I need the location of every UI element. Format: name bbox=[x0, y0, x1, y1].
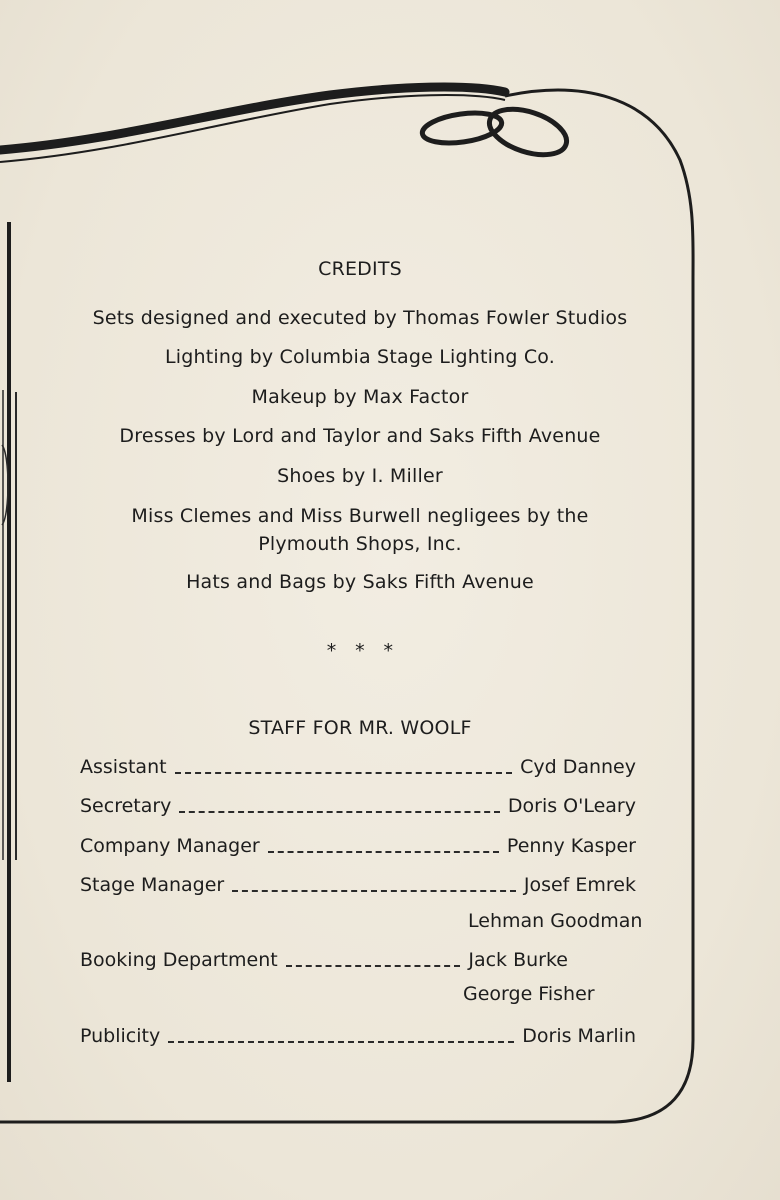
staff-role: Booking Department bbox=[80, 949, 278, 971]
credit-line: Sets designed and executed by Thomas Fowler Studios bbox=[92, 307, 628, 329]
credit-line: Shoes by I. Miller bbox=[277, 465, 443, 487]
staff-role: Stage Manager bbox=[80, 874, 225, 896]
credit-line: Lighting by Columbia Stage Lighting Co. bbox=[164, 346, 556, 368]
staff-name-extra: George Fisher bbox=[463, 983, 595, 1005]
staff-name: Doris Marlin bbox=[522, 1025, 636, 1047]
credit-line: Dresses by Lord and Taylor and Saks Fifth Avenue bbox=[119, 425, 601, 447]
credit-line: Makeup by Max Factor bbox=[251, 386, 469, 408]
staff-role: Company Manager bbox=[80, 835, 260, 857]
staff-name: Penny Kasper bbox=[506, 835, 636, 857]
staff-row bbox=[80, 752, 636, 778]
staff-name: Jack Burke bbox=[468, 949, 568, 971]
staff-name: Josef Emrek bbox=[523, 874, 636, 896]
dashed-leader bbox=[232, 890, 516, 892]
staff-name: Doris O'Leary bbox=[507, 795, 636, 817]
credits-heading: CREDITS bbox=[318, 258, 402, 280]
staff-role: Secretary bbox=[80, 795, 172, 817]
credit-line: Miss Clemes and Miss Burwell negligees by the bbox=[131, 505, 589, 527]
staff-row bbox=[80, 870, 636, 896]
staff-role: Assistant bbox=[80, 756, 167, 778]
credit-line: Hats and Bags by Saks Fifth Avenue bbox=[186, 571, 534, 593]
staff-row bbox=[80, 945, 568, 971]
dashed-leader bbox=[268, 851, 499, 853]
dashed-leader bbox=[175, 772, 513, 774]
staff-name: Cyd Danney bbox=[520, 756, 636, 778]
staff-heading: STAFF FOR MR. WOOLF bbox=[248, 717, 472, 739]
dashed-leader bbox=[168, 1041, 514, 1043]
credit-line: Plymouth Shops, Inc. bbox=[258, 533, 462, 555]
staff-name-extra: Lehman Goodman bbox=[468, 910, 643, 932]
section-separator: * * * bbox=[326, 640, 394, 662]
staff-row bbox=[80, 791, 636, 817]
staff-row bbox=[80, 1021, 636, 1047]
staff-row bbox=[80, 831, 636, 857]
staff-role: Publicity bbox=[80, 1025, 161, 1047]
dashed-leader bbox=[286, 965, 461, 967]
dashed-leader bbox=[179, 811, 499, 813]
